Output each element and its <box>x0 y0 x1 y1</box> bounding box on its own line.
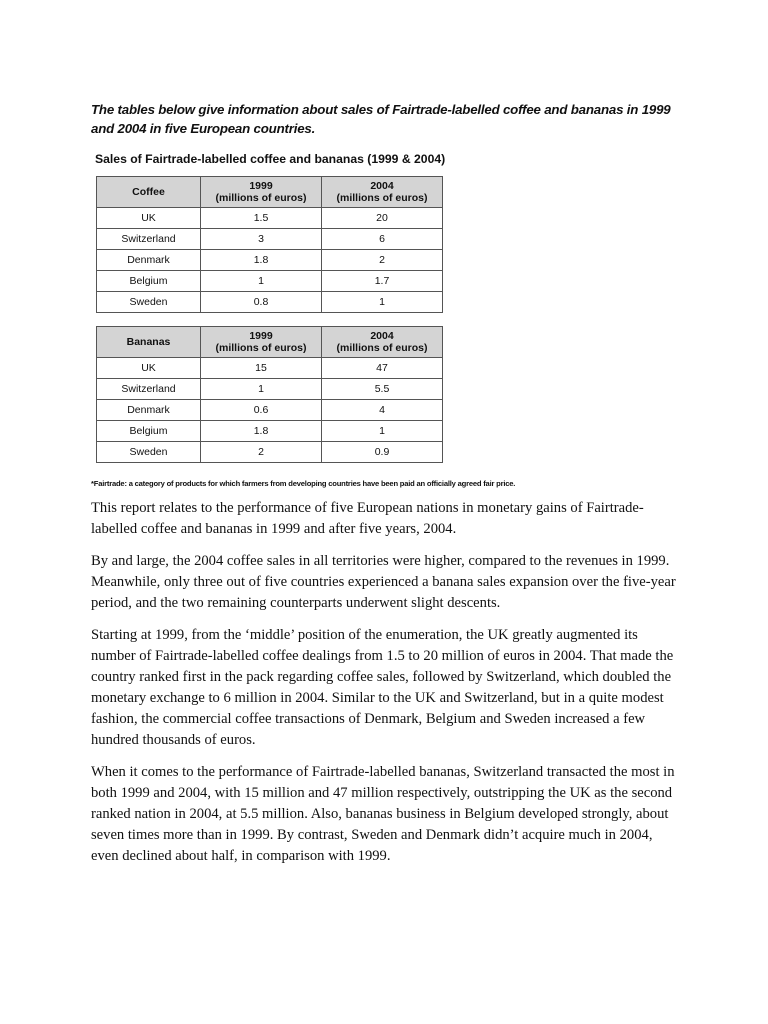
header-unit: (millions of euros) <box>215 192 307 204</box>
table-spacer <box>91 313 681 326</box>
header-cell <box>322 177 443 208</box>
value-cell: 47 <box>322 358 443 379</box>
value-cell: 1.8 <box>201 250 322 271</box>
header-year: 2004 <box>370 330 394 342</box>
value-cell: 0.6 <box>201 400 322 421</box>
value-cell: 5.5 <box>322 379 443 400</box>
country-cell: Belgium <box>97 421 201 442</box>
value-cell: 1.5 <box>201 208 322 229</box>
header-unit: (millions of euros) <box>336 192 428 204</box>
country-cell: Switzerland <box>97 229 201 250</box>
country-cell: UK <box>97 358 201 379</box>
header-year: 1999 <box>249 330 273 342</box>
header-year: 2004 <box>370 180 394 192</box>
header-cell: Bananas <box>97 327 201 358</box>
table-header-row <box>97 177 443 208</box>
value-cell: 0.9 <box>322 442 443 463</box>
header-cell <box>201 177 322 208</box>
country-cell: Belgium <box>97 271 201 292</box>
table-header-row <box>97 327 443 358</box>
task-prompt: The tables below give information about sales of Fairtrade-labelled coffee and bananas in 1999 and 2004 in five European countries. <box>91 102 671 136</box>
value-cell: 1 <box>201 271 322 292</box>
value-cell: 2 <box>201 442 322 463</box>
value-cell: 1.7 <box>322 271 443 292</box>
value-cell: 0.8 <box>201 292 322 313</box>
table-row <box>97 292 443 313</box>
table-row <box>97 208 443 229</box>
header-unit: (millions of euros) <box>336 342 428 354</box>
header-cell <box>322 327 443 358</box>
header-unit: (millions of euros) <box>215 342 307 354</box>
value-cell: 6 <box>322 229 443 250</box>
table-row <box>97 400 443 421</box>
value-cell: 15 <box>201 358 322 379</box>
value-cell: 1 <box>322 421 443 442</box>
country-cell: Denmark <box>97 250 201 271</box>
header-cell <box>201 327 322 358</box>
paragraph-overview: By and large, the 2004 coffee sales in all territories were higher, compared to the revenues in 1999. Meanwhile, only three out of five countries experienced a banana sales expansion over the five-year period, and the two remaining counterparts underwent slight descents. <box>91 553 676 611</box>
value-cell: 20 <box>322 208 443 229</box>
value-cell: 1.8 <box>201 421 322 442</box>
table-row <box>97 250 443 271</box>
country-cell: Denmark <box>97 400 201 421</box>
value-cell: 1 <box>322 292 443 313</box>
footnote: *Fairtrade: a category of products for which farmers from developing countries have been paid an officially agreed fair price. <box>91 479 516 488</box>
document-page <box>91 100 681 878</box>
value-cell: 4 <box>322 400 443 421</box>
table-row <box>97 358 443 379</box>
header-year: 1999 <box>249 180 273 192</box>
value-cell: 1 <box>201 379 322 400</box>
country-cell: Sweden <box>97 442 201 463</box>
table-row <box>97 271 443 292</box>
paragraph-intro: This report relates to the performance of five European nations in monetary gains of Fairtrade-labelled coffee and bananas in 1999 and after five years, 2004. <box>91 500 644 537</box>
header-cell: Coffee <box>97 177 201 208</box>
table-row <box>97 442 443 463</box>
bananas-table <box>96 326 443 463</box>
value-cell: 2 <box>322 250 443 271</box>
table-row <box>97 379 443 400</box>
value-cell: 3 <box>201 229 322 250</box>
paragraph-bananas: When it comes to the performance of Fairtrade-labelled bananas, Switzerland transacted the most in both 1999 and 2004, with 15 million and 47 million respectively, outstripping the UK as the second ranked nation in 2004, at 5.5 million. Also, bananas business in Belgium developed strongly, about seven times more than in 1999. By contrast, Sweden and Denmark didn’t acquire much in 2004, even declined about half, in comparison with 1999. <box>91 764 675 864</box>
table-row <box>97 421 443 442</box>
country-cell: UK <box>97 208 201 229</box>
paragraph-coffee: Starting at 1999, from the ‘middle’ position of the enumeration, the UK greatly augmented its number of Fairtrade-labelled coffee dealings from 1.5 to 20 million of euros in 2004. That made the country ranked first in the pack regarding coffee sales, followed by Switzerland, which doubled the monetary exchange to 6 million in 2004. Similar to the UK and Switzerland, but in a quite modest fashion, the commercial coffee transactions of Denmark, Belgium and Sweden increased a few hundred thousands of euros. <box>91 627 674 748</box>
coffee-table <box>96 176 443 313</box>
table-row <box>97 229 443 250</box>
figure-title: Sales of Fairtrade-labelled coffee and bananas (1999 & 2004) <box>95 152 446 166</box>
country-cell: Sweden <box>97 292 201 313</box>
country-cell: Switzerland <box>97 379 201 400</box>
